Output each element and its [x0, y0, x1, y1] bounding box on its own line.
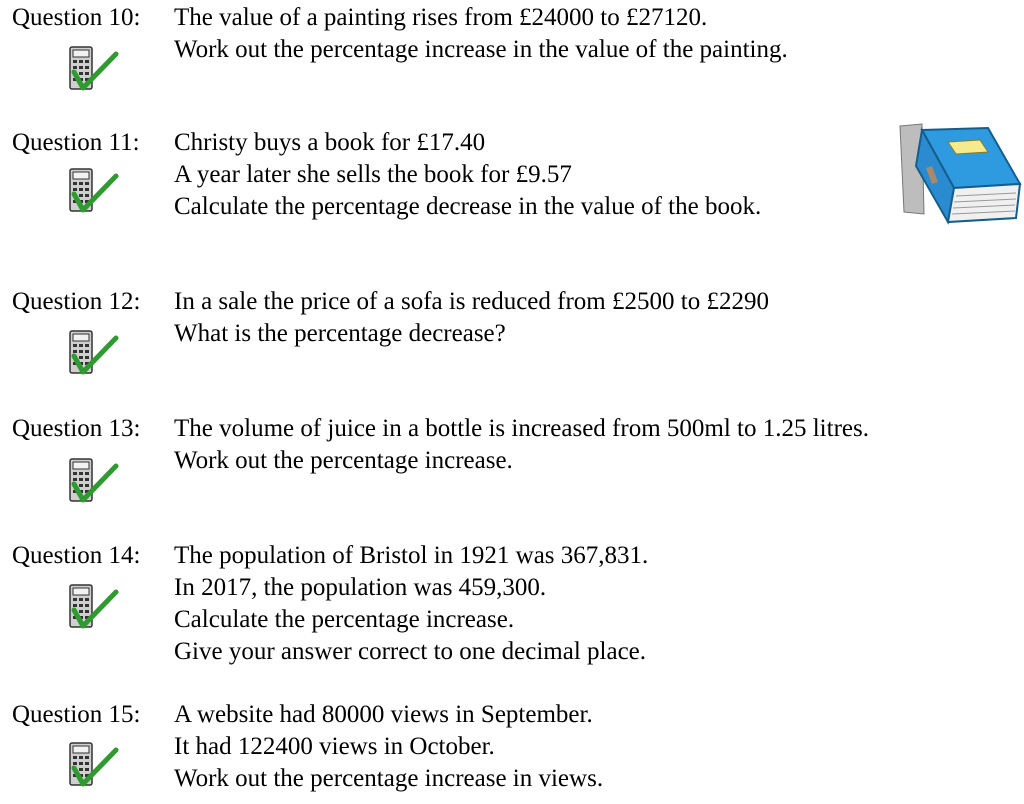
- calculator-check-icon: [66, 44, 122, 92]
- question-label: Question 15:: [12, 701, 141, 728]
- question-line: Give your answer correct to one decimal place.: [174, 638, 647, 665]
- question-line: The volume of juice in a bottle is increased from 500ml to 1.25 litres.: [174, 415, 869, 442]
- question-text: [174, 127, 761, 223]
- question-label: Question 11:: [12, 129, 140, 156]
- calculator-check-icon: [66, 328, 122, 376]
- question-line: The value of a painting rises from £24000 to £27120.: [174, 4, 708, 31]
- question-line: Work out the percentage increase in the value of the painting.: [174, 36, 788, 63]
- book-icon: [896, 122, 1022, 226]
- question-text: [174, 413, 869, 477]
- question-line: Work out the percentage increase in views.: [174, 765, 604, 792]
- question-line: A year later she sells the book for £9.57: [174, 161, 572, 188]
- question-text: [174, 2, 788, 66]
- question-line: What is the percentage decrease?: [174, 320, 506, 347]
- question-text: [174, 286, 769, 350]
- question-line: The population of Bristol in 1921 was 367,831.: [174, 542, 649, 569]
- calculator-check-icon: [66, 456, 122, 504]
- calculator-check-icon: [66, 166, 122, 214]
- question-line: Calculate the percentage increase.: [174, 606, 515, 633]
- question-text: [174, 540, 648, 668]
- question-line: In a sale the price of a sofa is reduced from £2500 to £2290: [174, 288, 769, 315]
- question-label: Question 14:: [12, 542, 141, 569]
- question-label: Question 10:: [12, 4, 141, 31]
- question-line: Work out the percentage increase.: [174, 447, 513, 474]
- calculator-check-icon: [66, 582, 122, 630]
- question-line: It had 122400 views in October.: [174, 733, 495, 760]
- question-line: Christy buys a book for £17.40: [174, 129, 486, 156]
- question-line: Calculate the percentage decrease in the value of the book.: [174, 193, 762, 220]
- calculator-check-icon: [66, 740, 122, 788]
- question-label: Question 12:: [12, 288, 141, 315]
- question-line: In 2017, the population was 459,300.: [174, 574, 547, 601]
- question-text: [174, 699, 603, 795]
- question-line: A website had 80000 views in September.: [174, 701, 593, 728]
- question-label: Question 13:: [12, 415, 141, 442]
